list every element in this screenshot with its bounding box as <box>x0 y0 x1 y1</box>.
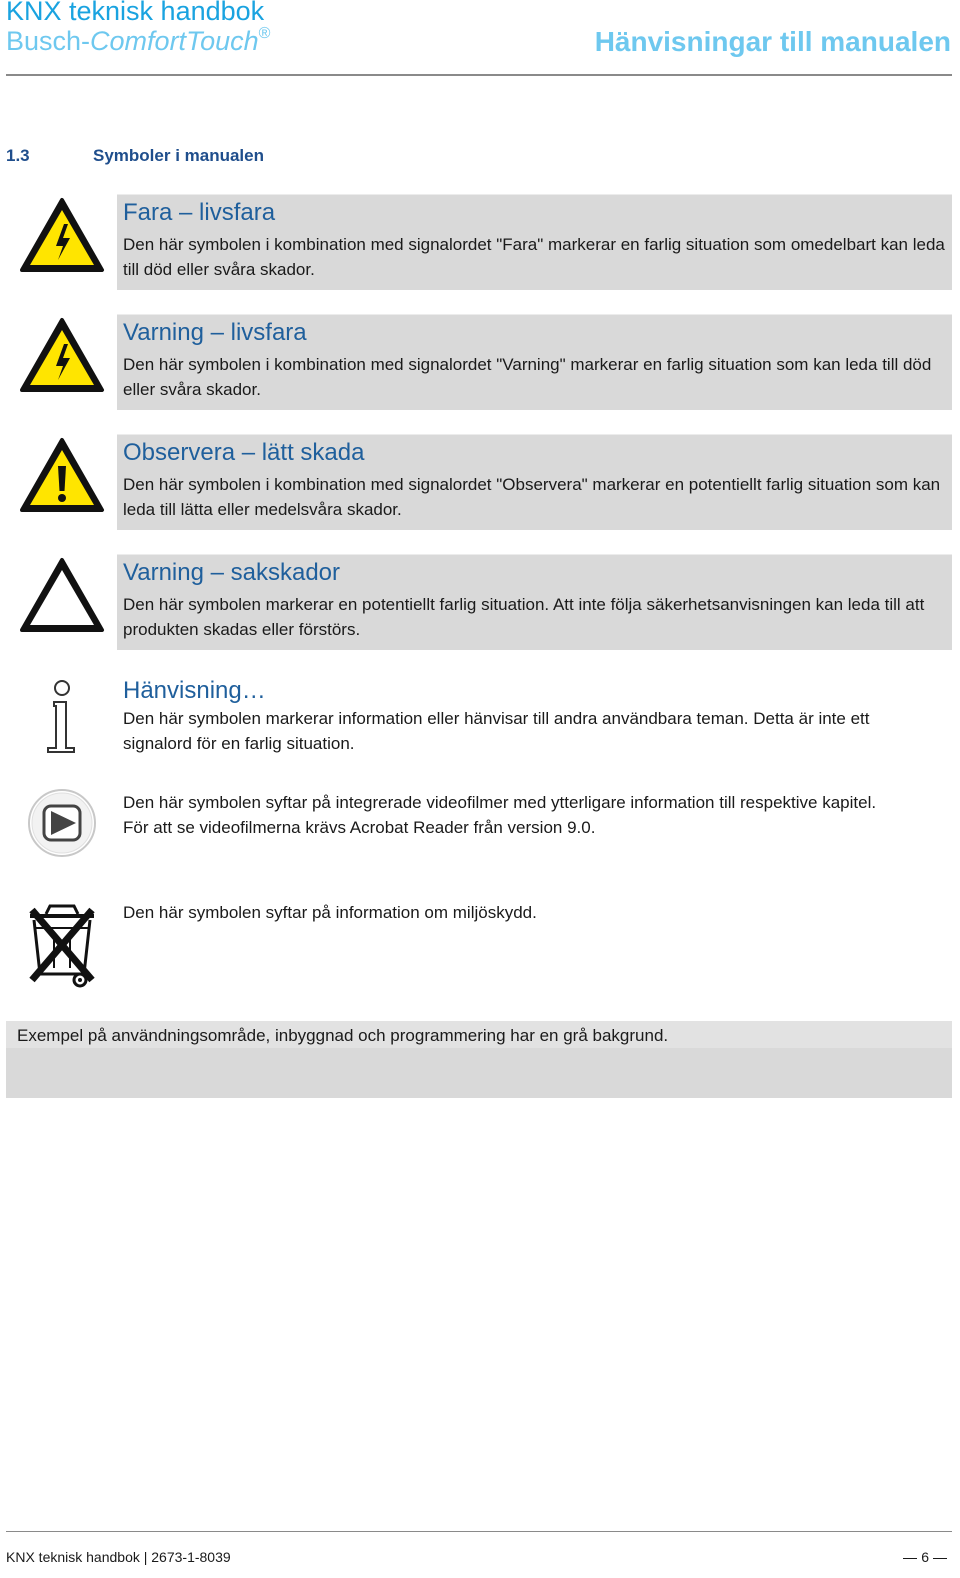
example-description: Exempel på användningsområde, inbyggnad och programmering har en grå bakgrund. <box>17 1026 669 1045</box>
registered-mark: ® <box>258 25 271 42</box>
symbol-description-block <box>123 676 943 756</box>
symbol-description: Den här symbolen syftar på integrerade videofilmer med ytterligare information till respektive kapitel. <box>123 793 877 812</box>
video-play-icon <box>18 786 106 866</box>
symbol-description-box <box>117 434 952 530</box>
brand-name: ComfortTouch <box>90 26 259 56</box>
info-icon <box>18 678 106 758</box>
symbol-description-block <box>123 900 943 925</box>
brand-prefix: Busch- <box>6 26 91 56</box>
page-number <box>899 1549 951 1565</box>
footer-document-id: KNX teknisk handbok | 2673-1-8039 <box>6 1549 231 1565</box>
symbol-description: Den här symbolen i kombination med signalordet "Observera" markerar en potentiellt farlig situation som kan leda till lätta eller medelsvåra skador. <box>123 475 941 519</box>
symbol-description: Den här symbolen markerar information eller hänvisar till andra användbara teman. Detta är inte ett signalord för en farlig situation. <box>123 709 870 753</box>
exclamation-caution-icon <box>18 436 106 516</box>
symbol-title: Varning – livsfara <box>123 319 307 346</box>
handbook-title: KNX teknisk handbok <box>6 0 265 26</box>
symbol-description: Den här symbolen syftar på information om miljöskydd. <box>123 903 537 922</box>
section-number: 1.3 <box>6 146 30 165</box>
high-voltage-warning-icon <box>18 316 106 396</box>
symbol-title: Fara – livsfara <box>123 199 276 226</box>
product-brand <box>6 26 270 57</box>
page-header <box>0 0 960 76</box>
high-voltage-danger-icon <box>18 196 106 276</box>
symbol-description-note: För att se videofilmerna krävs Acrobat Reader från version 9.0. <box>123 818 596 837</box>
section-title: Symboler i manualen <box>93 146 264 165</box>
chapter-title: Hänvisningar till manualen <box>594 26 951 57</box>
header-divider <box>6 74 952 76</box>
footer-divider <box>6 1531 952 1532</box>
symbol-description: Den här symbolen i kombination med signalordet "Fara" markerar en farlig situation som omedelbart kan leda till död eller svåra skador. <box>123 235 945 279</box>
symbol-description-box <box>117 554 952 650</box>
crossed-out-bin-icon <box>18 898 106 990</box>
symbol-title: Observera – lätt skada <box>123 439 365 466</box>
symbol-title: Hänvisning… <box>123 677 266 704</box>
symbol-description-block <box>123 790 943 840</box>
page-number-value: 6 <box>921 1549 929 1565</box>
example-background-box <box>6 1021 952 1098</box>
symbol-title: Varning – sakskador <box>123 559 341 586</box>
symbol-description-box <box>117 314 952 410</box>
symbol-description: Den här symbolen markerar en potentiellt farlig situation. Att inte följa säkerhetsanvisningen kan leda till att produkten skadas eller förstörs. <box>123 595 925 639</box>
symbol-description-box <box>117 194 952 290</box>
symbol-description: Den här symbolen i kombination med signalordet "Varning" markerar en farlig situation som kan leda till död eller svåra skador. <box>123 355 932 399</box>
empty-triangle-warning-icon <box>18 556 106 636</box>
